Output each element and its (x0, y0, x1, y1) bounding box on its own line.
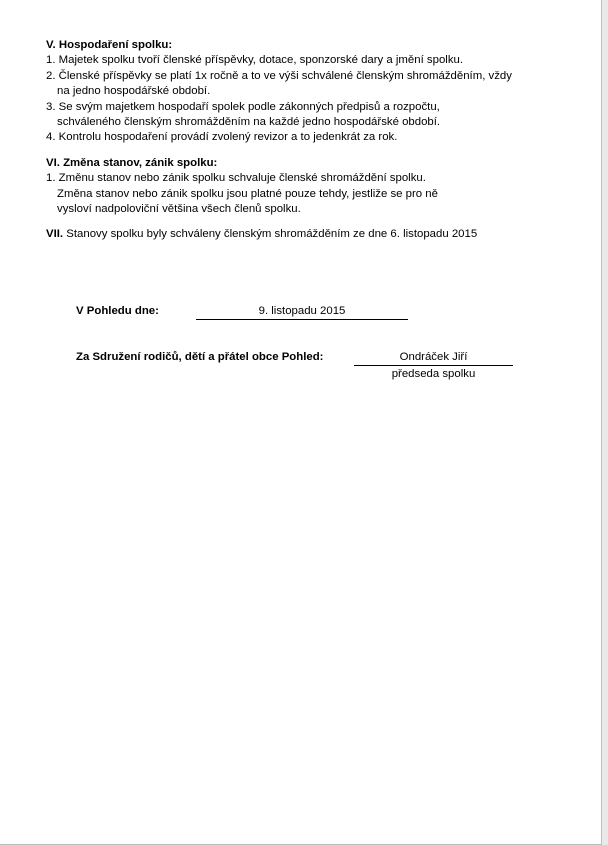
section6-item-1-cont2: vysloví nadpoloviční většina všech členů spolku. (57, 203, 301, 216)
section-heading-6: VI. Změna stanov, zánik spolku: (46, 156, 218, 169)
date-underline (196, 319, 408, 320)
section5-item-4: 4. Kontrolu hospodaření provádí zvolený revizor a to jedenkrát za rok. (46, 131, 398, 144)
section6-item-1: 1. Změnu stanov nebo zánik spolku schvaluje členské shromáždění spolku. (46, 172, 426, 185)
section5-item-3: 3. Se svým majetkem hospodaří spolek podle zákonných předpisů a rozpočtu, (46, 100, 440, 113)
signatory-role: předseda spolku (391, 368, 476, 380)
section7-text: Stanovy spolku byly schváleny členským shromážděním ze dne 6. listopadu 2015 (66, 228, 478, 241)
place-date-label: V Pohledu dne: (76, 305, 159, 317)
section5-item-3-cont: schváleného členským shromážděním na každé jedno hospodářské období. (57, 116, 441, 129)
name-underline (354, 365, 513, 366)
organization-label: Za Sdružení rodičů, dětí a přátel obce Pohled: (76, 351, 324, 363)
viewer-gutter (602, 0, 608, 845)
section-7 (46, 227, 566, 242)
section6-item-1-cont: Změna stanov nebo zánik spolku jsou platné pouze tehdy, jestliže se pro ně (57, 187, 438, 200)
document-body (46, 38, 566, 243)
section-heading-5: V. Hospodaření spolku: (46, 39, 173, 51)
section5-item-2: 2. Členské příspěvky se platí 1x ročně a to ve výši schválené členským shromážděním, vždy (46, 69, 512, 82)
signature-date: 9. listopadu 2015 (258, 305, 346, 317)
signatory-name: Ondráček Jiří (399, 351, 468, 363)
section5-item-2-cont: na jedno hospodářské období. (57, 85, 211, 98)
section5-item-1: 1. Majetek spolku tvoří členské příspěvky, dotace, sponzorské dary a jmění spolku. (46, 54, 464, 67)
section-heading-7: VII. (46, 228, 64, 241)
